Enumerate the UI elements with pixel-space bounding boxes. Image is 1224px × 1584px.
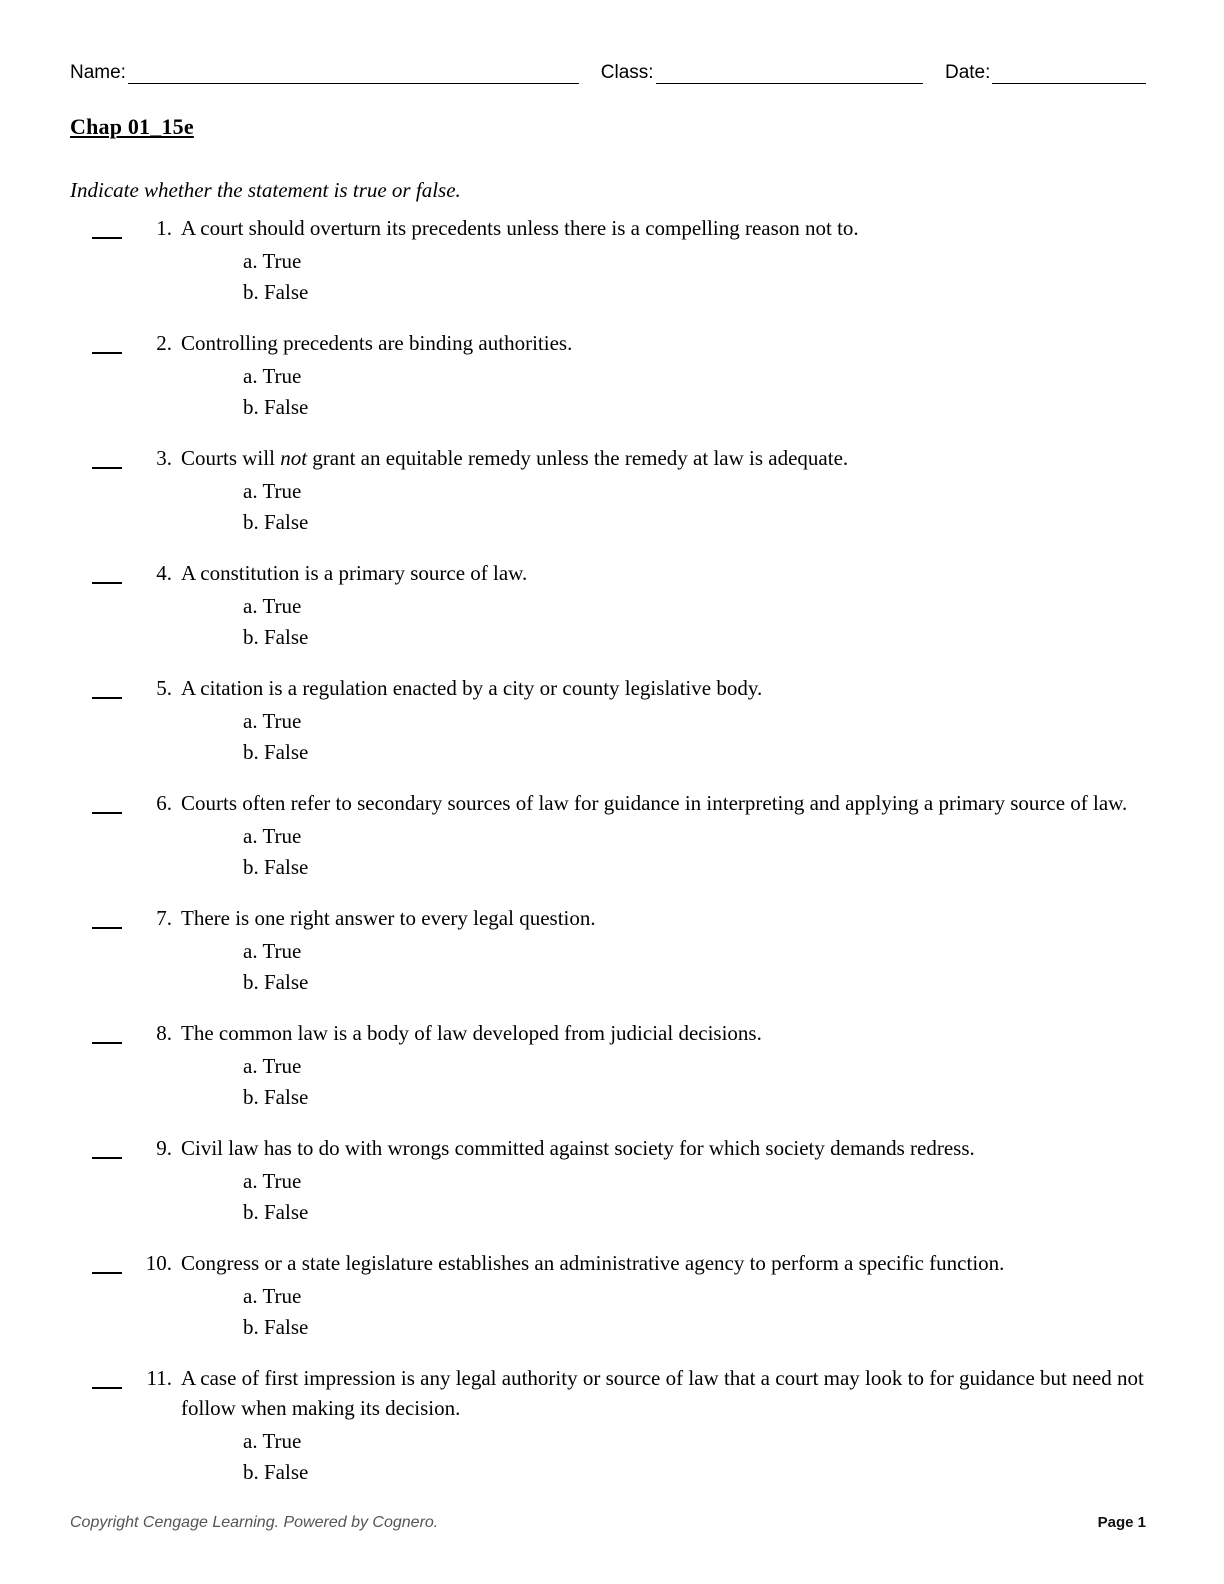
choice-option[interactable]: b. False: [243, 970, 309, 994]
choice-option[interactable]: b. False: [243, 1460, 309, 1484]
name-label: Name:: [70, 62, 126, 83]
directions-text: Indicate whether the statement is true or false.: [70, 178, 461, 202]
choice-list: [181, 361, 1146, 423]
date-label: Date:: [944, 62, 991, 83]
choice-list: [181, 591, 1146, 653]
question-text: Civil law has to do with wrongs committed against society for which society demands redress.: [181, 1136, 975, 1160]
choice-option[interactable]: a. True: [243, 1429, 302, 1453]
choice-option[interactable]: a. True: [243, 1284, 302, 1308]
question-number: 6.: [156, 791, 172, 815]
question-item: [70, 558, 1146, 653]
answer-blank[interactable]: [70, 903, 132, 933]
question-text: There is one right answer to every legal question.: [181, 906, 596, 930]
question-number: 3.: [156, 446, 172, 470]
choice-list: [181, 476, 1146, 538]
choice-option[interactable]: a. True: [243, 364, 302, 388]
question-item: [70, 673, 1146, 768]
choice-option[interactable]: b. False: [243, 1315, 309, 1339]
question-item: [70, 1248, 1146, 1343]
question-text-before: Courts will: [181, 446, 281, 470]
student-info-header: [70, 62, 1146, 84]
question-number: 2.: [156, 331, 172, 355]
choice-option[interactable]: b. False: [243, 395, 309, 419]
page-footer: [70, 1514, 1146, 1532]
question-number: 10.: [145, 1251, 172, 1275]
question-item: [70, 1363, 1146, 1488]
answer-blank[interactable]: [70, 1133, 132, 1163]
answer-blank[interactable]: [70, 673, 132, 703]
choice-option[interactable]: b. False: [243, 855, 309, 879]
question-number: 11.: [146, 1366, 172, 1390]
answer-blank[interactable]: [70, 328, 132, 358]
class-input[interactable]: [656, 66, 924, 84]
question-text: A citation is a regulation enacted by a city or county legislative body.: [181, 676, 763, 700]
answer-blank[interactable]: [70, 788, 132, 818]
page-title: Chap 01_15e: [70, 114, 194, 139]
answer-blank[interactable]: [70, 443, 132, 473]
choice-option[interactable]: a. True: [243, 594, 302, 618]
question-number: 7.: [156, 906, 172, 930]
question-item: [70, 788, 1146, 883]
choice-list: [181, 1426, 1146, 1488]
choice-list: [181, 1051, 1146, 1113]
question-text: Controlling precedents are binding authorities.: [181, 331, 573, 355]
answer-blank[interactable]: [70, 1248, 132, 1278]
question-item: [70, 328, 1146, 423]
choice-list: [181, 706, 1146, 768]
question-item: [70, 903, 1146, 998]
name-input[interactable]: [128, 66, 579, 84]
question-item: [70, 443, 1146, 538]
choice-option[interactable]: a. True: [243, 1054, 302, 1078]
page-number: Page 1: [1097, 1514, 1146, 1531]
question-number: 1.: [156, 216, 172, 240]
answer-blank[interactable]: [70, 558, 132, 588]
choice-option[interactable]: b. False: [243, 625, 309, 649]
question-text: Courts often refer to secondary sources of law for guidance in interpreting and applying a primary source of law.: [181, 791, 1128, 815]
question-number: 8.: [156, 1021, 172, 1045]
choice-option[interactable]: b. False: [243, 1085, 309, 1109]
choice-list: [181, 936, 1146, 998]
question-text: A case of first impression is any legal authority or source of law that a court may look to for guidance but need not follow when making its decision.: [181, 1366, 1144, 1420]
answer-blank[interactable]: [70, 1018, 132, 1048]
date-input[interactable]: [992, 66, 1146, 84]
choice-list: [181, 246, 1146, 308]
choice-list: [181, 1281, 1146, 1343]
copyright-text: Copyright Cengage Learning. Powered by Cognero.: [70, 1514, 439, 1531]
question-text-after: grant an equitable remedy unless the remedy at law is adequate.: [307, 446, 849, 470]
answer-blank[interactable]: [70, 1363, 132, 1393]
answer-blank[interactable]: [70, 213, 132, 243]
question-text: Congress or a state legislature establishes an administrative agency to perform a specific function.: [181, 1251, 1005, 1275]
question-item: [70, 1018, 1146, 1113]
choice-option[interactable]: a. True: [243, 709, 302, 733]
choice-option[interactable]: b. False: [243, 740, 309, 764]
question-text: [181, 443, 1146, 473]
choice-list: [181, 1166, 1146, 1228]
question-text: The common law is a body of law developed from judicial decisions.: [181, 1021, 762, 1045]
class-label: Class:: [600, 62, 654, 83]
question-text: A court should overturn its precedents unless there is a compelling reason not to.: [181, 216, 859, 240]
choice-option[interactable]: a. True: [243, 1169, 302, 1193]
choice-option[interactable]: a. True: [243, 249, 302, 273]
choice-option[interactable]: a. True: [243, 824, 302, 848]
choice-list: [181, 821, 1146, 883]
question-item: [70, 213, 1146, 308]
question-number: 4.: [156, 561, 172, 585]
question-list: [70, 213, 1146, 1488]
question-text-emphasis: not: [280, 446, 308, 470]
question-number: 5.: [156, 676, 172, 700]
choice-option[interactable]: b. False: [243, 280, 309, 304]
choice-option[interactable]: a. True: [243, 939, 302, 963]
question-item: [70, 1133, 1146, 1228]
question-text: A constitution is a primary source of law.: [181, 561, 528, 585]
choice-option[interactable]: b. False: [243, 1200, 309, 1224]
question-number: 9.: [156, 1136, 172, 1160]
choice-option[interactable]: b. False: [243, 510, 309, 534]
choice-option[interactable]: a. True: [243, 479, 302, 503]
